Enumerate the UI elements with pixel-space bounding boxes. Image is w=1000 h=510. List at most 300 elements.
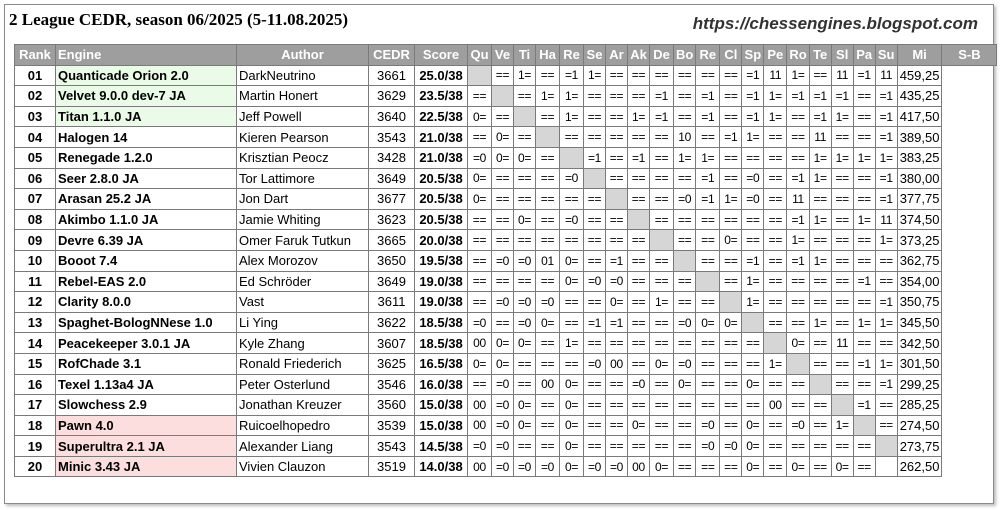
author-cell: Alexander Liang — [237, 436, 369, 457]
engine-cell: Rebel-EAS 2.0 — [56, 271, 237, 292]
engine-cell: Devre 6.39 JA — [56, 230, 237, 251]
result-cell: 1= — [764, 353, 787, 374]
table-row — [15, 271, 997, 292]
engine-cell: Renegade 1.2.0 — [56, 147, 237, 168]
result-cell: == — [674, 271, 696, 292]
result-cell: =1 — [584, 312, 606, 333]
self-cell — [584, 168, 606, 189]
result-cell: == — [831, 189, 853, 210]
score-cell: 21.0/38 — [415, 147, 468, 168]
result-cell: =1 — [650, 106, 674, 127]
result-cell: 0= — [560, 436, 584, 457]
result-cell: 0= — [492, 127, 514, 148]
result-cell: 1= — [584, 65, 606, 86]
cedr-cell: 3665 — [369, 230, 415, 251]
result-cell: == — [764, 456, 787, 477]
result-cell: == — [514, 230, 536, 251]
result-cell: =1 — [696, 106, 720, 127]
result-cell: == — [696, 230, 720, 251]
self-cell — [536, 127, 560, 148]
table-row — [15, 250, 997, 271]
result-cell: == — [809, 65, 831, 86]
rank-cell: 17 — [15, 395, 56, 416]
result-cell: 1= — [764, 106, 787, 127]
result-cell: =1 — [809, 86, 831, 107]
result-cell: == — [584, 415, 606, 436]
result-cell: 1= — [560, 333, 584, 354]
engine-cell: Quanticade Orion 2.0 — [56, 65, 237, 86]
result-cell: == — [536, 106, 560, 127]
result-cell: == — [468, 230, 492, 251]
author-cell: Kyle Zhang — [237, 333, 369, 354]
result-cell: =0 — [492, 415, 514, 436]
table-row — [15, 209, 997, 230]
engine-cell: Arasan 25.2 JA — [56, 189, 237, 210]
score-cell: 18.5/38 — [415, 312, 468, 333]
self-cell — [720, 292, 742, 313]
result-cell: == — [831, 271, 853, 292]
result-cell: =0 — [628, 374, 650, 395]
result-cell: == — [650, 209, 674, 230]
result-cell: 0= — [628, 415, 650, 436]
cedr-cell: 3649 — [369, 271, 415, 292]
result-cell: =0 — [492, 250, 514, 271]
table-row — [15, 86, 997, 107]
result-cell: =1 — [809, 106, 831, 127]
result-cell: =0 — [468, 436, 492, 457]
cedr-cell: 3661 — [369, 65, 415, 86]
result-cell: 11 — [831, 333, 853, 354]
author-cell: Vivien Clauzon — [237, 456, 369, 477]
result-cell: == — [764, 312, 787, 333]
result-cell: 1= — [628, 106, 650, 127]
result-cell: == — [696, 395, 720, 416]
result-cell: == — [809, 333, 831, 354]
column-header: Ar — [606, 45, 628, 66]
result-cell: == — [606, 147, 628, 168]
result-cell: == — [674, 65, 696, 86]
engine-cell: Spaghet-BologNNese 1.0 — [56, 312, 237, 333]
result-cell: == — [875, 250, 897, 271]
author-cell: Martin Honert — [237, 86, 369, 107]
result-cell: =1 — [787, 168, 809, 189]
self-cell — [492, 86, 514, 107]
result-cell: == — [606, 168, 628, 189]
result-cell: 01 — [536, 250, 560, 271]
result-cell: 1= — [514, 65, 536, 86]
rank-cell: 05 — [15, 147, 56, 168]
rank-cell: 19 — [15, 436, 56, 457]
result-cell: == — [584, 189, 606, 210]
result-cell: == — [492, 230, 514, 251]
result-cell: == — [514, 353, 536, 374]
author-cell: Jonathan Kreuzer — [237, 395, 369, 416]
result-cell: == — [606, 395, 628, 416]
author-cell: Kieren Pearson — [237, 127, 369, 148]
result-cell: == — [650, 271, 674, 292]
cedr-cell: 3629 — [369, 86, 415, 107]
result-cell: == — [674, 436, 696, 457]
sb-cell: 345,50 — [897, 312, 942, 333]
result-cell: =1 — [742, 86, 764, 107]
column-header: Se — [584, 45, 606, 66]
author-cell: Jamie Whiting — [237, 209, 369, 230]
result-cell: == — [696, 456, 720, 477]
result-cell: == — [468, 271, 492, 292]
self-cell — [696, 271, 720, 292]
table-row — [15, 333, 997, 354]
result-cell: 0= — [536, 312, 560, 333]
result-cell: 0= — [720, 312, 742, 333]
result-cell: 1= — [853, 209, 875, 230]
engine-cell: Titan 1.1.0 JA — [56, 106, 237, 127]
cedr-cell: 3622 — [369, 312, 415, 333]
table-row — [15, 415, 997, 436]
result-cell: 00 — [628, 456, 650, 477]
result-cell: 11 — [875, 65, 897, 86]
result-cell: == — [492, 189, 514, 210]
result-cell: =1 — [696, 86, 720, 107]
result-cell: =0 — [674, 312, 696, 333]
result-cell: 0= — [468, 168, 492, 189]
self-cell — [628, 209, 650, 230]
rank-cell: 16 — [15, 374, 56, 395]
column-header: Engine — [56, 45, 237, 66]
result-cell: == — [720, 168, 742, 189]
sb-cell: 459,25 — [897, 65, 942, 86]
result-cell: == — [674, 209, 696, 230]
cedr-cell: 3543 — [369, 436, 415, 457]
result-cell: 1= — [809, 147, 831, 168]
result-cell: == — [536, 395, 560, 416]
self-cell — [809, 374, 831, 395]
result-cell: == — [606, 127, 628, 148]
result-cell: == — [720, 456, 742, 477]
result-cell: == — [853, 333, 875, 354]
result-cell: == — [720, 353, 742, 374]
result-cell: == — [628, 86, 650, 107]
result-cell: =0 — [787, 415, 809, 436]
result-cell: 1= — [853, 147, 875, 168]
column-header: De — [650, 45, 674, 66]
result-cell: =0 — [514, 312, 536, 333]
result-cell: =0 — [468, 312, 492, 333]
result-cell: 0= — [492, 333, 514, 354]
result-cell: == — [831, 436, 853, 457]
result-cell: 0= — [514, 209, 536, 230]
result-cell: =1 — [720, 127, 742, 148]
result-cell: == — [674, 415, 696, 436]
score-cell: 23.5/38 — [415, 86, 468, 107]
table-row — [15, 127, 997, 148]
column-header: Ve — [492, 45, 514, 66]
result-cell: == — [875, 395, 897, 416]
result-cell: == — [674, 106, 696, 127]
author-cell: Vast — [237, 292, 369, 313]
result-cell: == — [674, 456, 696, 477]
result-cell: == — [696, 374, 720, 395]
result-cell: 0= — [650, 353, 674, 374]
result-cell: 0= — [492, 147, 514, 168]
rank-cell: 02 — [15, 86, 56, 107]
result-cell: =0 — [584, 271, 606, 292]
engine-cell: Peacekeeper 3.0.1 JA — [56, 333, 237, 354]
result-cell: == — [720, 147, 742, 168]
result-cell: 1= — [696, 147, 720, 168]
author-cell: Ronald Friederich — [237, 353, 369, 374]
result-cell: 0= — [606, 292, 628, 313]
sb-cell: 299,25 — [897, 374, 942, 395]
result-cell: == — [492, 168, 514, 189]
result-cell: 0= — [696, 312, 720, 333]
engine-cell: Akimbo 1.1.0 JA — [56, 209, 237, 230]
result-cell: 0= — [468, 189, 492, 210]
score-cell: 19.0/38 — [415, 271, 468, 292]
result-cell: == — [831, 230, 853, 251]
result-cell: == — [492, 271, 514, 292]
cedr-cell: 3546 — [369, 374, 415, 395]
result-cell: 00 — [764, 395, 787, 416]
result-cell: == — [628, 436, 650, 457]
score-cell: 20.5/38 — [415, 209, 468, 230]
result-cell: == — [787, 436, 809, 457]
result-cell: 1= — [742, 127, 764, 148]
result-cell: 1= — [853, 312, 875, 333]
result-cell: 0= — [514, 147, 536, 168]
result-cell: == — [514, 271, 536, 292]
site-url: https://chessengines.blogspot.com — [692, 14, 978, 33]
sb-cell: 273,75 — [897, 436, 942, 457]
result-cell: 1= — [560, 86, 584, 107]
self-cell — [853, 415, 875, 436]
table-row — [15, 65, 997, 86]
result-cell: 0= — [742, 415, 764, 436]
sb-cell: 377,75 — [897, 189, 942, 210]
result-cell: =0 — [674, 189, 696, 210]
result-cell: 0= — [468, 353, 492, 374]
self-cell — [650, 230, 674, 251]
result-cell: == — [831, 127, 853, 148]
result-cell: 1= — [787, 230, 809, 251]
result-cell: 1= — [831, 106, 853, 127]
result-cell: =1 — [696, 168, 720, 189]
result-cell: == — [584, 209, 606, 230]
result-cell: 0= — [514, 395, 536, 416]
cedr-cell: 3640 — [369, 106, 415, 127]
column-header: Su — [875, 45, 897, 66]
table-body — [15, 65, 997, 477]
column-header: Ha — [536, 45, 560, 66]
result-cell: == — [853, 374, 875, 395]
result-cell: == — [650, 250, 674, 271]
result-cell: =1 — [628, 147, 650, 168]
result-cell: == — [628, 189, 650, 210]
rank-cell: 12 — [15, 292, 56, 313]
result-cell: 0= — [560, 415, 584, 436]
result-cell: == — [853, 189, 875, 210]
result-cell: == — [764, 230, 787, 251]
score-cell: 15.0/38 — [415, 395, 468, 416]
rank-cell: 06 — [15, 168, 56, 189]
rank-cell: 11 — [15, 271, 56, 292]
result-cell: =1 — [606, 312, 628, 333]
result-cell: =0 — [606, 271, 628, 292]
result-cell: == — [606, 65, 628, 86]
score-cell: 20.5/38 — [415, 189, 468, 210]
table-row — [15, 456, 997, 477]
cedr-cell: 3543 — [369, 127, 415, 148]
result-cell: == — [492, 65, 514, 86]
result-cell: =1 — [875, 86, 897, 107]
result-cell: =0 — [742, 189, 764, 210]
result-cell: 1= — [742, 292, 764, 313]
result-cell: == — [696, 250, 720, 271]
result-cell: =1 — [853, 395, 875, 416]
result-cell: == — [584, 292, 606, 313]
engine-cell: Minic 3.43 JA — [56, 456, 237, 477]
table-row — [15, 106, 997, 127]
rank-cell: 08 — [15, 209, 56, 230]
result-cell: =1 — [853, 353, 875, 374]
sb-cell: 383,25 — [897, 147, 942, 168]
table-row — [15, 230, 997, 251]
result-cell: == — [787, 147, 809, 168]
result-cell: =1 — [875, 127, 897, 148]
result-cell: == — [742, 353, 764, 374]
result-cell: == — [764, 147, 787, 168]
score-cell: 20.0/38 — [415, 230, 468, 251]
result-cell: == — [584, 436, 606, 457]
result-cell: == — [650, 436, 674, 457]
result-cell: == — [650, 189, 674, 210]
result-cell: 11 — [831, 65, 853, 86]
result-cell: == — [809, 271, 831, 292]
engine-cell: RofChade 3.1 — [56, 353, 237, 374]
sb-cell: 274,50 — [897, 415, 942, 436]
result-cell: == — [468, 250, 492, 271]
result-cell: == — [831, 250, 853, 271]
column-header: Te — [809, 45, 831, 66]
result-cell: == — [809, 415, 831, 436]
result-cell: 1= — [764, 86, 787, 107]
result-cell: =0 — [696, 415, 720, 436]
sb-cell: 285,25 — [897, 395, 942, 416]
result-cell: == — [809, 230, 831, 251]
engine-cell: Clarity 8.0.0 — [56, 292, 237, 313]
result-cell: 11 — [764, 65, 787, 86]
result-cell: 10 — [674, 127, 696, 148]
result-cell: =1 — [787, 250, 809, 271]
result-cell: == — [787, 312, 809, 333]
result-cell: 1= — [875, 147, 897, 168]
result-cell: == — [536, 415, 560, 436]
result-cell: == — [853, 86, 875, 107]
table-row — [15, 395, 997, 416]
result-cell: == — [628, 292, 650, 313]
author-cell: Krisztian Peocz — [237, 147, 369, 168]
result-cell: =0 — [492, 292, 514, 313]
result-cell: 1= — [674, 147, 696, 168]
score-cell: 19.5/38 — [415, 250, 468, 271]
result-cell: 1= — [831, 415, 853, 436]
page-title: 2 League CEDR, season 06/2025 (5-11.08.2025) — [9, 10, 349, 29]
result-cell: 0= — [787, 333, 809, 354]
result-cell: == — [720, 250, 742, 271]
result-cell: 1= — [809, 168, 831, 189]
result-cell: == — [584, 333, 606, 354]
result-cell: == — [831, 168, 853, 189]
result-cell: == — [628, 271, 650, 292]
cedr-cell: 3607 — [369, 333, 415, 354]
result-cell: == — [628, 65, 650, 86]
result-cell: =0 — [606, 456, 628, 477]
column-header: Bo — [674, 45, 696, 66]
result-cell: == — [764, 209, 787, 230]
result-cell: == — [628, 250, 650, 271]
result-cell: 1= — [742, 271, 764, 292]
result-cell: 1= — [809, 209, 831, 230]
result-cell: == — [606, 415, 628, 436]
cedr-cell: 3428 — [369, 147, 415, 168]
score-cell: 14.5/38 — [415, 436, 468, 457]
result-cell: == — [831, 312, 853, 333]
rank-cell: 07 — [15, 189, 56, 210]
result-cell: == — [696, 65, 720, 86]
result-cell: == — [787, 292, 809, 313]
column-header: Ro — [787, 45, 809, 66]
result-cell: 1= — [809, 312, 831, 333]
result-cell: == — [764, 436, 787, 457]
column-header: Rank — [15, 45, 56, 66]
result-cell: =0 — [492, 395, 514, 416]
result-cell: =0 — [536, 292, 560, 313]
result-cell: == — [628, 312, 650, 333]
score-cell: 20.5/38 — [415, 168, 468, 189]
result-cell: == — [492, 312, 514, 333]
result-cell: =1 — [875, 168, 897, 189]
engine-cell: Pawn 4.0 — [56, 415, 237, 436]
result-cell: == — [764, 127, 787, 148]
result-cell: =0 — [536, 456, 560, 477]
column-header: Re — [696, 45, 720, 66]
result-cell: == — [536, 230, 560, 251]
result-cell: 0= — [560, 271, 584, 292]
sb-cell: 262,50 — [897, 456, 942, 477]
result-cell: == — [809, 436, 831, 457]
result-cell: 0= — [831, 456, 853, 477]
result-cell: == — [650, 333, 674, 354]
result-cell: 1= — [875, 230, 897, 251]
result-cell: == — [650, 415, 674, 436]
score-cell: 21.0/38 — [415, 127, 468, 148]
table-row — [15, 147, 997, 168]
result-cell: == — [875, 333, 897, 354]
result-cell: == — [606, 209, 628, 230]
result-cell: == — [514, 168, 536, 189]
engine-cell: Booot 7.4 — [56, 250, 237, 271]
result-cell: == — [720, 65, 742, 86]
cedr-cell: 3611 — [369, 292, 415, 313]
result-cell: == — [514, 436, 536, 457]
self-cell — [560, 147, 584, 168]
sb-cell: 301,50 — [897, 353, 942, 374]
author-cell: Jon Dart — [237, 189, 369, 210]
result-cell: == — [831, 374, 853, 395]
sb-cell: 354,00 — [897, 271, 942, 292]
result-cell: 1= — [560, 106, 584, 127]
result-cell: == — [536, 147, 560, 168]
result-cell: =1 — [875, 374, 897, 395]
